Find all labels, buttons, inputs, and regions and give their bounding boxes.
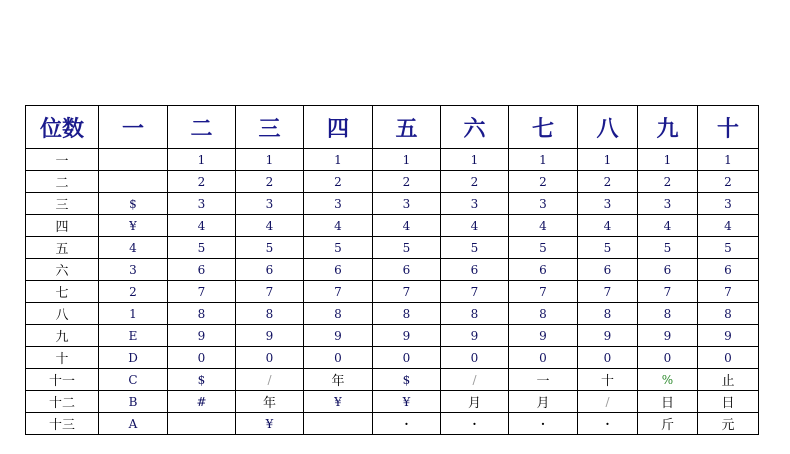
table-cell: 8	[236, 303, 304, 325]
table-cell: 止	[698, 369, 759, 391]
table-cell: C	[99, 369, 168, 391]
table-cell: 4	[698, 215, 759, 237]
table-cell: 2	[509, 171, 578, 193]
header-cell-column-4: 四	[304, 106, 373, 149]
table-cell: 0	[698, 347, 759, 369]
table-cell: 9	[578, 325, 638, 347]
table-cell: 5	[373, 237, 441, 259]
table-cell: 5	[509, 237, 578, 259]
header-cell-column-9: 九	[638, 106, 698, 149]
table-cell: 1	[698, 149, 759, 171]
digit-position-table	[25, 105, 759, 435]
table-row	[26, 303, 759, 325]
table-row	[26, 149, 759, 171]
header-cell-column-3: 三	[236, 106, 304, 149]
table-cell: /	[578, 391, 638, 413]
table-row	[26, 171, 759, 193]
row-header-cell: 五	[26, 237, 99, 259]
table-row	[26, 369, 759, 391]
table-row	[26, 347, 759, 369]
table-cell: 月	[509, 391, 578, 413]
table-cell: 9	[236, 325, 304, 347]
table-cell: ·	[509, 413, 578, 435]
table-cell: /	[236, 369, 304, 391]
table-cell: 9	[304, 325, 373, 347]
table-cell: 0	[441, 347, 509, 369]
header-cell-column-1: 一	[99, 106, 168, 149]
table-cell: 日	[698, 391, 759, 413]
table-cell: 5	[441, 237, 509, 259]
table-cell: 4	[373, 215, 441, 237]
table-cell: 3	[99, 259, 168, 281]
table-cell: 2	[373, 171, 441, 193]
table-cell: 2	[168, 171, 236, 193]
table-cell: 斤	[638, 413, 698, 435]
table-body	[26, 149, 759, 435]
header-cell-column-10: 十	[698, 106, 759, 149]
table-cell: 6	[304, 259, 373, 281]
table-cell: 2	[638, 171, 698, 193]
table-cell: 9	[168, 325, 236, 347]
table-cell: 3	[373, 193, 441, 215]
table-cell: 5	[698, 237, 759, 259]
table-cell: 4	[638, 215, 698, 237]
table-cell: 9	[698, 325, 759, 347]
table-cell: 6	[578, 259, 638, 281]
row-header-cell: 九	[26, 325, 99, 347]
table-cell: 1	[578, 149, 638, 171]
table-cell: 7	[236, 281, 304, 303]
row-header-cell: 八	[26, 303, 99, 325]
table-row	[26, 215, 759, 237]
table-cell: 7	[509, 281, 578, 303]
table-cell: 一	[509, 369, 578, 391]
table-cell: 3	[441, 193, 509, 215]
row-header-cell: 十二	[26, 391, 99, 413]
row-header-cell: 十三	[26, 413, 99, 435]
table-cell: ·	[373, 413, 441, 435]
table-row	[26, 237, 759, 259]
row-header-cell: 十一	[26, 369, 99, 391]
table-cell: 0	[638, 347, 698, 369]
table-cell: ·	[441, 413, 509, 435]
table-cell: 5	[304, 237, 373, 259]
table-cell: 8	[373, 303, 441, 325]
table-cell: 7	[578, 281, 638, 303]
table-cell: 8	[578, 303, 638, 325]
header-row	[26, 106, 759, 149]
table-cell: 8	[304, 303, 373, 325]
table-cell: 0	[304, 347, 373, 369]
table-cell: 7	[168, 281, 236, 303]
table-cell: A	[99, 413, 168, 435]
table-cell: 3	[236, 193, 304, 215]
table-cell: 7	[698, 281, 759, 303]
row-header-cell: 十	[26, 347, 99, 369]
table-cell: 8	[698, 303, 759, 325]
table-cell: 4	[441, 215, 509, 237]
table-cell: 5	[168, 237, 236, 259]
table-cell: 4	[99, 237, 168, 259]
table-cell: 3	[304, 193, 373, 215]
table-cell: 8	[168, 303, 236, 325]
table-cell: 6	[698, 259, 759, 281]
table-cell: 2	[698, 171, 759, 193]
table-cell: 9	[441, 325, 509, 347]
header-cell-column-2: 二	[168, 106, 236, 149]
table-cell: 4	[578, 215, 638, 237]
table-cell: 1	[236, 149, 304, 171]
table-cell: 7	[373, 281, 441, 303]
table-cell: 2	[578, 171, 638, 193]
table-cell: 6	[236, 259, 304, 281]
row-header-cell: 六	[26, 259, 99, 281]
table-cell: 1	[304, 149, 373, 171]
table-cell: 4	[168, 215, 236, 237]
table-cell	[168, 413, 236, 435]
table-cell: 3	[509, 193, 578, 215]
table-cell: 3	[168, 193, 236, 215]
table-cell: 2	[236, 171, 304, 193]
table-cell: 4	[236, 215, 304, 237]
table-cell: 元	[698, 413, 759, 435]
table-cell: ¥	[304, 391, 373, 413]
table-cell: ¥	[236, 413, 304, 435]
table-cell: 9	[373, 325, 441, 347]
table-cell: 7	[441, 281, 509, 303]
table-cell: 8	[441, 303, 509, 325]
table-cell	[304, 413, 373, 435]
table-cell: E	[99, 325, 168, 347]
row-header-cell: 三	[26, 193, 99, 215]
table-cell: 7	[638, 281, 698, 303]
table-cell: 0	[236, 347, 304, 369]
table-cell: 2	[304, 171, 373, 193]
table-cell: 9	[638, 325, 698, 347]
table-cell: 1	[99, 303, 168, 325]
header-cell-column-8: 八	[578, 106, 638, 149]
table-cell: 7	[304, 281, 373, 303]
table-cell: 月	[441, 391, 509, 413]
table-cell: 1	[168, 149, 236, 171]
table-cell: 6	[638, 259, 698, 281]
table-cell: 2	[441, 171, 509, 193]
header-cell-column-6: 六	[441, 106, 509, 149]
header-cell-position: 位数	[26, 106, 99, 149]
table-cell: ·	[578, 413, 638, 435]
table-cell: ¥	[373, 391, 441, 413]
table-row	[26, 281, 759, 303]
table-row	[26, 193, 759, 215]
table-cell: 0	[578, 347, 638, 369]
table-cell	[99, 149, 168, 171]
row-header-cell: 二	[26, 171, 99, 193]
table-row	[26, 325, 759, 347]
table-cell: 9	[509, 325, 578, 347]
table-row	[26, 413, 759, 435]
table-cell: 0	[509, 347, 578, 369]
table-cell: 5	[638, 237, 698, 259]
table-cell: B	[99, 391, 168, 413]
table-cell: /	[441, 369, 509, 391]
table-cell: 8	[509, 303, 578, 325]
table-cell: D	[99, 347, 168, 369]
table-cell: #	[168, 391, 236, 413]
table-cell: 3	[698, 193, 759, 215]
table-cell: 1	[638, 149, 698, 171]
table-cell: 3	[638, 193, 698, 215]
table-cell: 1	[441, 149, 509, 171]
table-cell: 4	[509, 215, 578, 237]
table-cell: 4	[304, 215, 373, 237]
table-cell: 5	[578, 237, 638, 259]
table-cell: 十	[578, 369, 638, 391]
table-cell: 5	[236, 237, 304, 259]
table-cell: 8	[638, 303, 698, 325]
table-cell: $	[373, 369, 441, 391]
table-cell: ¥	[99, 215, 168, 237]
table-cell: 年	[304, 369, 373, 391]
table-cell: 6	[509, 259, 578, 281]
table-cell: %	[638, 369, 698, 391]
table-cell: $	[99, 193, 168, 215]
table-cell: 日	[638, 391, 698, 413]
table-cell: 6	[168, 259, 236, 281]
row-header-cell: 七	[26, 281, 99, 303]
table-cell: 6	[441, 259, 509, 281]
table-cell: 0	[168, 347, 236, 369]
table-cell: $	[168, 369, 236, 391]
row-header-cell: 一	[26, 149, 99, 171]
table-cell: 0	[373, 347, 441, 369]
table-cell	[99, 171, 168, 193]
table-cell: 1	[373, 149, 441, 171]
row-header-cell: 四	[26, 215, 99, 237]
table-cell: 2	[99, 281, 168, 303]
table-row	[26, 259, 759, 281]
table-cell: 6	[373, 259, 441, 281]
header-cell-column-5: 五	[373, 106, 441, 149]
table-cell: 1	[509, 149, 578, 171]
header-cell-column-7: 七	[509, 106, 578, 149]
table-cell: 3	[578, 193, 638, 215]
table-row	[26, 391, 759, 413]
table-cell: 年	[236, 391, 304, 413]
